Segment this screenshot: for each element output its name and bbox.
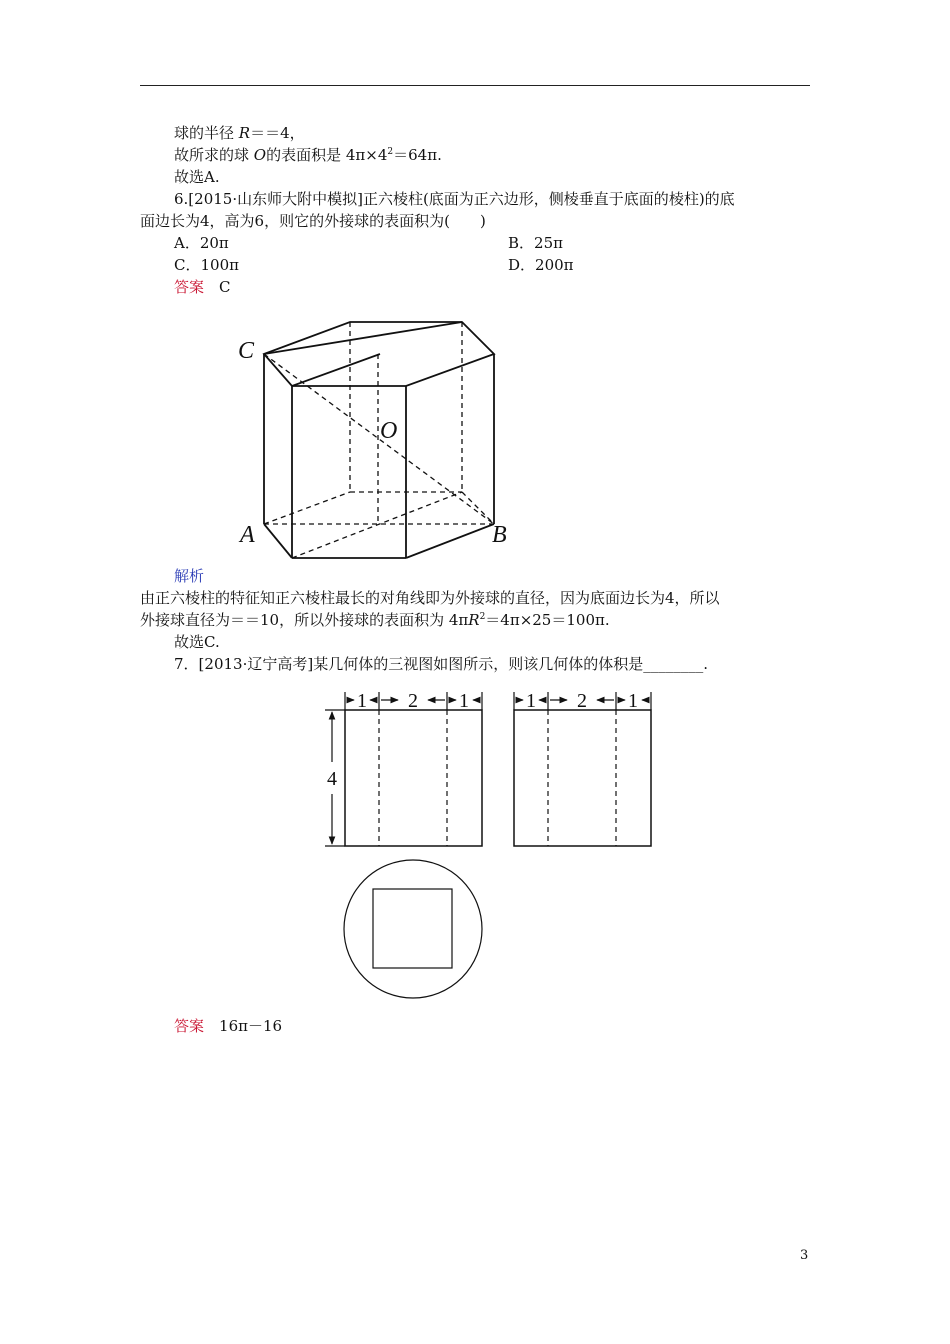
q6-option-b: B．25π: [508, 234, 563, 252]
dim-height: 4: [327, 768, 337, 790]
dim-front-right: 1: [459, 690, 469, 712]
dim-side-right: 1: [628, 690, 638, 712]
label-b: B: [492, 522, 507, 548]
q6-option-a: A．20π: [174, 234, 229, 252]
prev-line-radius: 球的半径 R＝＝4，: [174, 124, 305, 142]
label-o: O: [380, 418, 398, 444]
dim-front-middle: 2: [408, 690, 418, 712]
prev-line-area: 故所求的球 O的表面积是 $4\pi\times 4^2=64\pi$.: [174, 146, 442, 164]
prev-conclusion: 故选A.: [174, 168, 220, 186]
answer-label: 答案: [174, 278, 205, 296]
analysis-label: 解析: [174, 567, 205, 585]
analysis-line1: 由正六棱柱的特征知正六棱柱最长的对角线即为外接球的直径，因为底面边长为4，所以: [140, 589, 720, 607]
label-a: A: [240, 522, 255, 548]
hexagonal-prism-figure: [230, 310, 530, 570]
q7-answer: 答案 16π－16: [174, 1017, 283, 1035]
header-rule: [140, 85, 810, 86]
q7-stem: 7．[2013·辽宁高考]某几何体的三视图如图所示，则该几何体的体积是________.: [174, 655, 708, 673]
analysis-line2: 外接球直径为＝＝10，所以外接球的表面积为 $4\pi R^2=4\pi\times 25=100\pi$.: [140, 611, 610, 629]
q6-option-d: D．200π: [508, 256, 574, 274]
page-number: 3: [800, 1248, 809, 1263]
q6-conclusion: 故选C.: [174, 633, 220, 651]
q6-stem-line1: 6.[2015·山东师大附中模拟]正六棱柱(底面为正六边形，侧棱垂直于底面的棱柱)的底: [174, 190, 735, 208]
answer-label: 答案: [174, 1017, 205, 1035]
q6-option-c: C．100π: [174, 256, 239, 274]
dim-side-middle: 2: [577, 690, 587, 712]
label-c: C: [238, 338, 255, 364]
dim-front-left: 1: [357, 690, 367, 712]
dim-side-left: 1: [526, 690, 536, 712]
three-view-figure: [310, 680, 670, 1010]
q6-stem-line2: 面边长为4，高为6，则它的外接球的表面积为( ): [140, 212, 486, 230]
q6-answer: 答案 C: [174, 278, 231, 296]
